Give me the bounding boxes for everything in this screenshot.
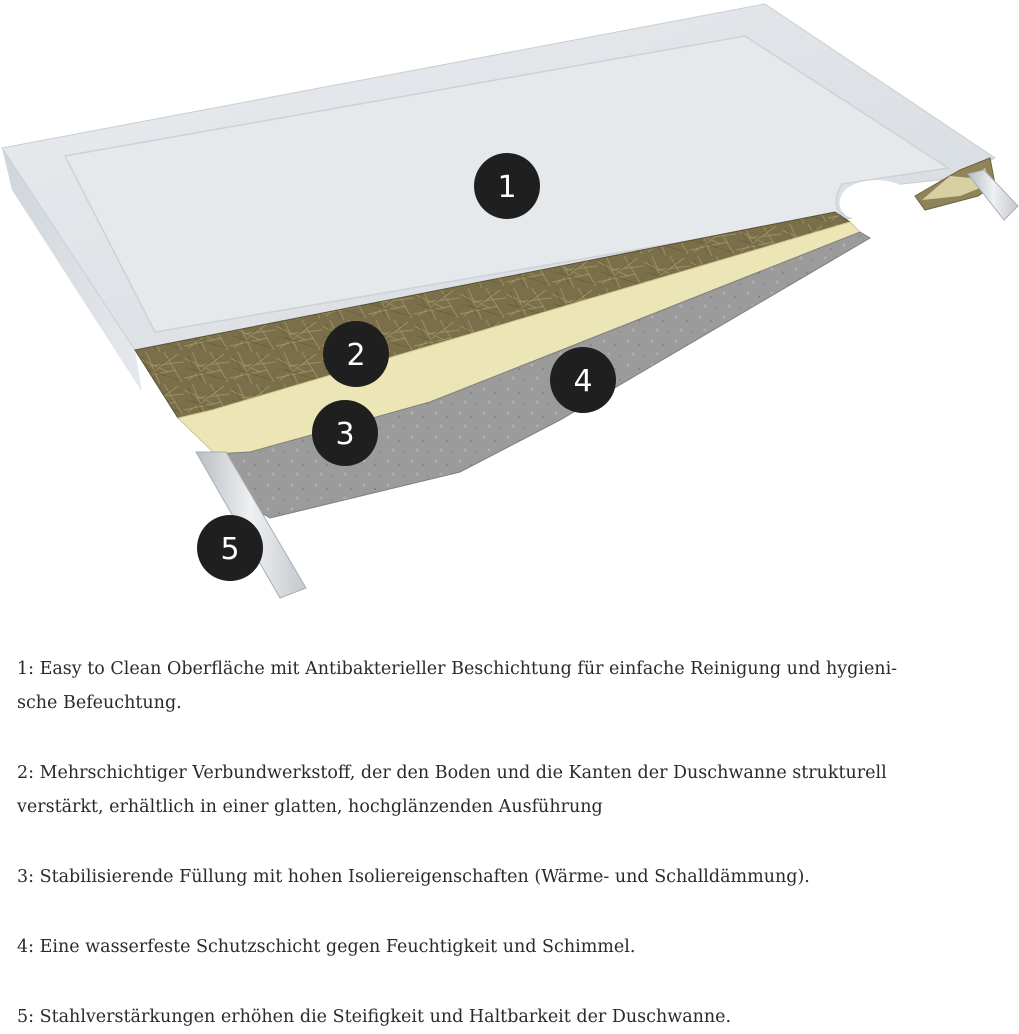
caption-4-line-1: 4: Eine wasserfeste Schutzschicht gegen Feuchtigkeit und Schimmel. [17, 937, 636, 957]
caption-2-line-1: 2: Mehrschichtiger Verbundwerkstoff, der den Boden und die Kanten der Duschwanne strukturell [17, 763, 887, 783]
caption-1 [17, 652, 1007, 720]
marker-3 [312, 400, 378, 466]
caption-1-line-1: 1: Easy to Clean Oberfläche mit Antibakterieller Beschichtung für einfache Reinigung und hygieni- [17, 659, 898, 679]
caption-2 [17, 756, 1007, 824]
marker-3-label: 3 [335, 417, 355, 452]
marker-5 [197, 515, 263, 581]
marker-1 [474, 153, 540, 219]
caption-5-line-1: 5: Stahlverstärkungen erhöhen die Steifigkeit und Haltbarkeit der Duschwanne. [17, 1007, 732, 1027]
marker-2 [323, 321, 389, 387]
marker-4 [550, 347, 616, 413]
caption-5 [17, 1000, 1007, 1034]
marker-4-label: 4 [573, 364, 593, 399]
caption-3-line-1: 3: Stabilisierende Füllung mit hohen Isoliereigenschaften (Wärme- und Schalldämmung). [17, 867, 810, 887]
marker-1-label: 1 [497, 170, 517, 205]
caption-1-line-2: sche Befeuchtung. [17, 693, 182, 713]
caption-2-line-2: verstärkt, erhältlich in einer glatten, hochglänzenden Ausführung [17, 797, 603, 817]
layer-captions [17, 652, 1007, 1034]
caption-3 [17, 860, 1007, 894]
marker-5-label: 5 [220, 532, 240, 567]
caption-4 [17, 930, 1007, 964]
marker-2-label: 2 [346, 338, 366, 373]
